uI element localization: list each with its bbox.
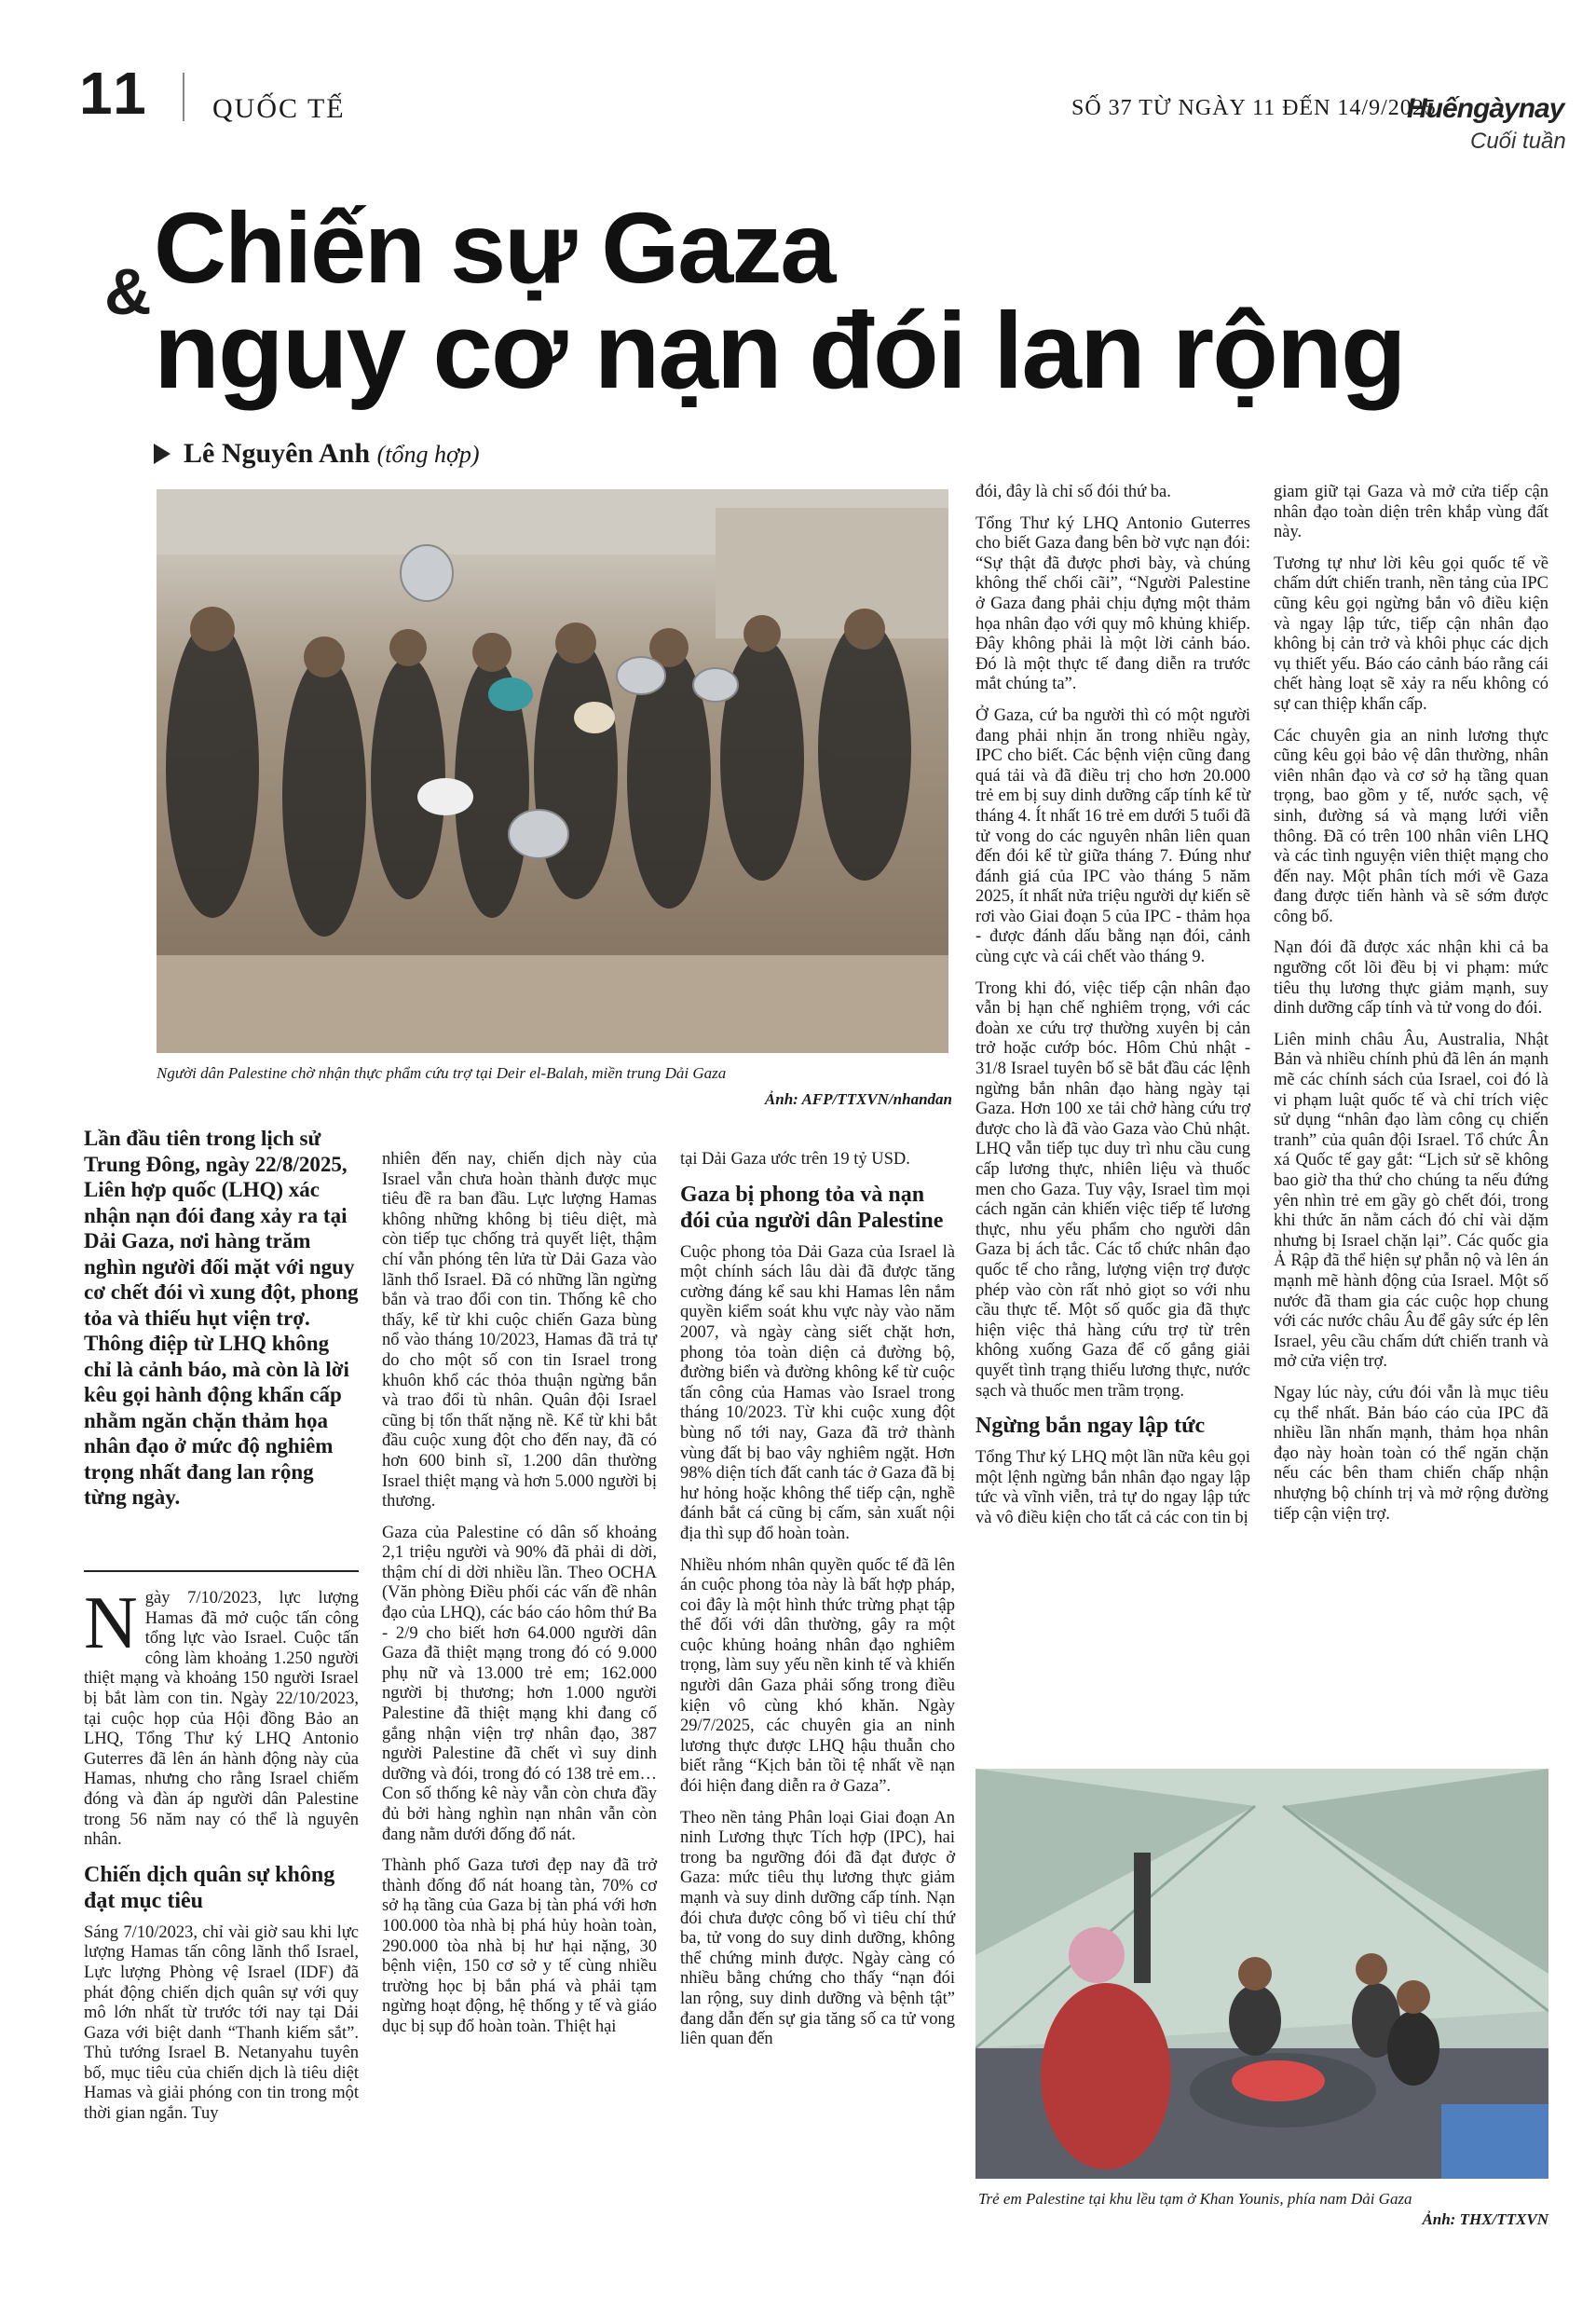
lead-paragraph: Lần đầu tiên trong lịch sử Trung Đông, ngày 22/8/2025, Liên hợp quốc (LHQ) xác nhận nạn đói đang xảy ra tại Dải Gaza, nơi hàng trăm nghìn người đối mặt với nguy cơ chết đói vì xung đột, phong tỏa và thiếu hụt viện trợ. Thông điệp từ LHQ không chỉ là cảnh báo, mà còn là lời kêu gọi hành động khẩn cấp nhằm ngăn chặn thảm họa nhân đạo ở mức độ nghiêm trọng nhất đang lan rộng từng ngày. xyxy=(84,1127,359,1509)
headline-ampersand: & xyxy=(104,255,152,328)
column-5 xyxy=(1274,483,1548,1536)
author-role: (tổng hợp) xyxy=(376,441,480,468)
col3-paragraph: Nhiều nhóm nhân quyền quốc tế đã lên án cuộc phong tỏa này là bất hợp pháp, coi đây là một hình thức trừng phạt tập thể đối với dân thường, gây ra một cuộc khủng hoảng nhân đạo nghiêm trọng, làm suy yếu nền kinh tế và khiến người dân Gaza phải sống trong điều kiện vô cùng khó khăn. Ngày 29/7/2025, các chuyên gia an ninh lương thực được LHQ hậu thuẫn cho biết rằng “Kịch bản tồi tệ nhất về nạn đói hiện đang diễn ra ở Gaza”. xyxy=(680,1555,955,1797)
col1-paragraph: Sáng 7/10/2023, chỉ vài giờ sau khi lực lượng Hamas tấn công lãnh thổ Israel, Lực lượng Phòng vệ Israel (IDF) đã phát động chiến dịch quân sự với quy mô lớn nhất từ trước tới nay tại Dải Gaza với biệt danh “Thanh kiếm sắt”. Thủ tướng Israel B. Netanyahu tuyên bố, mục tiêu của chiến dịch là tiêu diệt Hamas và giải phóng con tin trong một thời gian ngắn. Tuy xyxy=(84,1922,359,2124)
col4-paragraph: Ở Gaza, cứ ba người thì có một người đang phải nhịn ăn trong nhiều ngày, IPC cho biết. Các bệnh viện cũng đang quá tải và đã điều trị cho hơn 20.000 trẻ em bị suy dinh dưỡng cấp tính kể từ tháng 4. Ít nhất 16 trẻ em dưới 5 tuổi đã tử vong do các nguyên nhân liên quan đến đói kể từ giữa tháng 7. Đúng như đánh giá của IPC vào tháng 5 năm 2025, ít nhất nửa triệu người dự kiến sẽ rơi vào Giai đoạn 5 của IPC - thảm họa - được đánh dấu bằng nạn đói, cảnh cùng cực và cái chết vào tháng 9. xyxy=(975,705,1250,967)
column-1 xyxy=(84,1582,359,2136)
column-4 xyxy=(975,483,1250,1540)
col5-paragraph: Nạn đói đã được xác nhận khi cả ba ngưỡng cốt lõi đều bị vi phạm: mức tiêu thụ lương thực giảm mạnh, suy dinh dưỡng cấp tính và tử vong do đói. xyxy=(1274,938,1548,1019)
photo-caption: Người dân Palestine chờ nhận thực phẩm cứu trợ tại Deir el-Balah, miền trung Dải Gaza xyxy=(157,1064,727,1082)
photo-food-queue-illustration xyxy=(157,489,948,1053)
headline-line-1: Chiến sự Gaza xyxy=(154,191,835,304)
photo-tent-children-illustration xyxy=(975,1769,1548,2179)
photo-caption: Trẻ em Palestine tại khu lều tạm ở Khan Younis, phía nam Dải Gaza xyxy=(978,2190,1412,2208)
header-divider xyxy=(183,73,184,121)
subheading: Gaza bị phong tỏa và nạn đói của người dân Palestine xyxy=(680,1182,944,1233)
drop-cap: N xyxy=(84,1582,138,1664)
section-label: QUỐC TẾ xyxy=(212,93,346,124)
column-3 xyxy=(680,1150,955,2061)
photo-credit: Ảnh: AFP/TTXVN/nhandan xyxy=(764,1090,952,1108)
page-number: 11 xyxy=(79,60,150,127)
col4-paragraph: Tổng Thư ký LHQ một lần nữa kêu gọi một lệnh ngừng bắn nhân đạo ngay lập tức và vĩnh viễn, trả tự do ngay lập tức và vô điều kiện cho tất cả các con tin bị xyxy=(975,1448,1250,1527)
col2-paragraph: nhiên đến nay, chiến dịch này của Israel vẫn chưa hoàn thành được mục tiêu đề ra ban đầu. Lực lượng Hamas không những không bị tiêu diệt, mà còn tiếp tục chống trả quyết liệt, thậm chí vẫn phóng tên lửa từ Dải Gaza vào lãnh thổ Israel. Đã có những lần ngừng bắn và trao đổi con tin. Thống kê cho thấy, kể từ khi cuộc chiến Gaza bùng nổ vào tháng 10/2023, Hamas đã trả tự do cho một số con tin Israel trong khuôn khổ các thỏa thuận ngừng bắn và trao đổi tù nhân. Quân đội Israel cũng bị tổn thất nặng nề. Kể từ khi bắt đầu cuộc xung đột cho đến nay, đã có hơn 600 binh sĩ, 1.200 dân thường Israel thiệt mạng và hơn 5.000 người bị thương. xyxy=(382,1150,657,1512)
subheading: Ngừng bắn ngay lập tức xyxy=(975,1414,1206,1439)
col5-paragraph: Tương tự như lời kêu gọi quốc tế về chấm dứt chiến tranh, nền tảng của IPC cũng kêu gọi ngừng bắn vô điều kiện và ngay lập tức, tiếp cận nhân đạo không bị cản trở và khôi phục các dịch vụ thiết yếu. Báo cáo cảnh báo rằng cái chết hàng loạt sẽ xảy ra nếu không có sự can thiệp khẩn cấp. xyxy=(1274,554,1548,714)
col5-paragraph: Ngay lúc này, cứu đói vẫn là mục tiêu cụ thể nhất. Bản báo cáo của IPC đã nhiều lần nhấn mạnh, thảm họa nhân đạo này hoàn toàn có thể ngăn chặn nếu các bên tham chiến chấp nhận nhượng bộ chính trị và mở rộng đường tiếp cận viện trợ. xyxy=(1274,1383,1548,1524)
photo-credit: Ảnh: THX/TTXVN xyxy=(1422,2210,1548,2228)
headline-line-2: nguy cơ nạn đói lan rộng xyxy=(154,290,1405,411)
photo-tent-children xyxy=(975,1769,1548,2179)
issue-info: SỐ 37 TỪ NGÀY 11 ĐẾN 14/9/2025 xyxy=(1071,96,1437,120)
subheading: Chiến dịch quân sự không đạt mục tiêu xyxy=(84,1862,335,1913)
photo-food-queue xyxy=(157,489,948,1053)
col1-paragraph: gày 7/10/2023, lực lượng Hamas đã mở cuộc tấn công tổng lực vào Israel. Cuộc tấn công làm khoảng 1.250 người thiệt mạng và khoảng 150 người Israel bị bắt làm con tin. Ngày 22/10/2023, tại cuộc họp của Hội đồng Bảo an LHQ, Tổng Thư ký LHQ Antonio Guterres đã lên án hành động này của Hamas, nhưng cho rằng Israel chiếm đóng và đàn áp người dân Palestine trong 56 năm nay có thể là nguyên nhân. xyxy=(84,1589,359,1850)
col2-paragraph: Thành phố Gaza tươi đẹp nay đã trở thành đống đổ nát hoang tàn, 70% cơ sở hạ tầng của Gaza bị tàn phá với hơn 100.000 tòa nhà bị phá hủy hoàn toàn, 290.000 tòa nhà bị hư hại nặng, 30 bệnh viện, 150 cơ sở y tế cùng nhiều trường học bị bắn phá và phải tạm ngừng hoạt động, hệ thống y tế và giáo dục bị sụp đổ hoàn toàn. Thiệt hại xyxy=(382,1856,657,2036)
col4-paragraph: Trong khi đó, việc tiếp cận nhân đạo vẫn bị hạn chế nghiêm trọng, với các đoàn xe cứu trợ thường xuyên bị cản trở hoặc cướp bóc. Hôm Chủ nhật - 31/8 Israel tuyên bố sẽ bắt đầu các lệnh ngừng bắn nhân đạo hàng ngày tại Gaza. Hơn 100 xe tải chở hàng cứu trợ được cho là đã vào Gaza vào Chủ nhật. LHQ vẫn tiếp tục duy trì nhu cầu cung cấp lương thực, nhiên liệu và thuốc men cho Gaza. Tuy vậy, Israel tìm mọi cách ngăn cản khiến việc tiếp tế lương thực, nhu yếu phẩm cho người dân Gaza bị ách tắc. Các tổ chức nhân đạo quốc tế cho rằng, lượng viện trợ được phép vào còn rất nhỏ giọt so với nhu cầu thực tế. Một số quốc gia đã thực hiện việc thả hàng cứu trợ từ trên không xuống Gaza để cố gắng giải quyết tình trạng thiếu lương thực, nước sạch và thuốc men trầm trọng. xyxy=(975,978,1250,1401)
byline xyxy=(154,438,479,470)
play-triangle-icon xyxy=(154,444,171,464)
col5-paragraph: Liên minh châu Âu, Australia, Nhật Bản và nhiều chính phủ đã lên án mạnh mẽ các chính sách của Israel, coi đó là vi phạm luật quốc tế và chỉ trích việc sử dụng “nhân đạo làm công cụ chiến tranh” của quân đội Israel. Tổ chức Ân xá Quốc tế gay gắt: “Lịch sử sẽ không bao giờ tha thứ cho chúng ta nếu đứng yên nhìn trẻ em gầy gò chết đói, trong khi thức ăn nằm cách đó chỉ vài dặm nhưng bị Israel chặn lại”. Các quốc gia Ả Rập đã thể hiện sự phẫn nộ và lên án mạnh mẽ hành động của Israel. Một số nước đã tham gia các cuộc họp chung với các nước châu Âu để gây sức ép lên Israel, yêu cầu chấm dứt chiến tranh và mở cửa viện trợ. xyxy=(1274,1030,1548,1372)
lead-divider xyxy=(84,1570,359,1572)
col5-paragraph: Các chuyên gia an ninh lương thực cũng kêu gọi bảo vệ dân thường, nhân viên nhân đạo và cơ sở hạ tầng quan trọng, bao gồm y tế, nước sạch, vệ sinh, đường sá và mạng lưới viễn thông. Đã có trên 100 nhân viên LHQ và các tình nguyện viên thiệt mạng cho đến nay. Một phân tích mới về Gaza đang được tiến hành và sẽ sớm được công bố. xyxy=(1274,726,1548,926)
col3-paragraph: Theo nền tảng Phân loại Giai đoạn An ninh Lương thực Tích hợp (IPC), hai trong ba ngưỡng đói đã đạt được ở Gaza: mức tiêu thụ lương thực giảm mạnh và suy dinh dưỡng cấp tính. Nạn đói chưa được công bố vì tiêu chí thứ ba, tử vong do suy dinh dưỡng, không thể chứng minh được. Ngày càng có nhiều bằng chứng cho thấy “nạn đói lan rộng, suy dinh dưỡng và bệnh tật” đang dẫn đến sự gia tăng số ca tử vong liên quan đến xyxy=(680,1808,955,2049)
col5-paragraph: giam giữ tại Gaza và mở cửa tiếp cận nhân đạo toàn diện trên khắp vùng đất này. xyxy=(1274,483,1548,542)
col4-paragraph: đói, đây là chỉ số đói thứ ba. xyxy=(975,483,1171,501)
col3-paragraph: tại Dải Gaza ước trên 19 tỷ USD. xyxy=(680,1150,910,1169)
column-2 xyxy=(382,1150,657,2049)
col4-paragraph: Tổng Thư ký LHQ Antonio Guterres cho biết Gaza đang bên bờ vực nạn đói: “Sự thật đã được phơi bày, và chúng không thể chối cãi”, “Người Palestine ở Gaza đang phải chịu đựng một thảm họa nhân đạo với quy mô khủng khiếp. Đây không phải là một lời cảnh báo. Đó là một thực tế đang diễn ra trước mắt chúng ta”. xyxy=(975,513,1250,694)
masthead-logo: Huếngàynay xyxy=(1407,93,1564,124)
col2-paragraph: Gaza của Palestine có dân số khoảng 2,1 triệu người và 90% đã phải di dời, thậm chí di dời nhiều lần. Theo OCHA (Văn phòng Điều phối các vấn đề nhân đạo của LHQ), các báo cáo hôm thứ Ba - 2/9 cho biết hơn 64.000 người dân Gaza đã thiệt mạng trong đó có 9.000 phụ nữ và 13.000 trẻ em; 162.000 người bị thương; hơn 1.000 người Palestine đã thiệt mạng khi đang cố gắng nhận viện trợ nhân đạo, 387 người Palestine đã chết vì suy dinh dưỡng và đói, trong đó có 138 trẻ em… Con số thống kê này vẫn còn chưa đầy đủ bởi hàng nghìn nạn nhân vẫn còn đang nằm dưới đống đổ nát. xyxy=(382,1523,657,1844)
author-name: Lê Nguyên Anh xyxy=(184,438,371,469)
masthead-sub-logo: Cuối tuần xyxy=(1470,129,1566,154)
col3-paragraph: Cuộc phong tỏa Dải Gaza của Israel là một chính sách lâu dài đã được tăng cường đáng kể sau khi Hamas lên nắm quyền kiểm soát khu vực này vào năm 2007, và ngày càng siết chặt hơn, phong tỏa toàn diện cả đường bộ, đường biển và đường không kể từ cuộc tấn công của Hamas vào Israel trong tháng 10/2023. Từ khi cuộc xung đột bùng nổ tới nay, Gaza đã trở thành vùng đất bị bao vây nghiêm ngặt. Hơn 98% diện tích đất canh tác ở Gaza đã bị hư hỏng hoặc không thể tiếp cận, nghề đánh bắt cá cũng bị cấm, sản xuất nội địa thì sụp đổ hoàn toàn. xyxy=(680,1242,955,1543)
